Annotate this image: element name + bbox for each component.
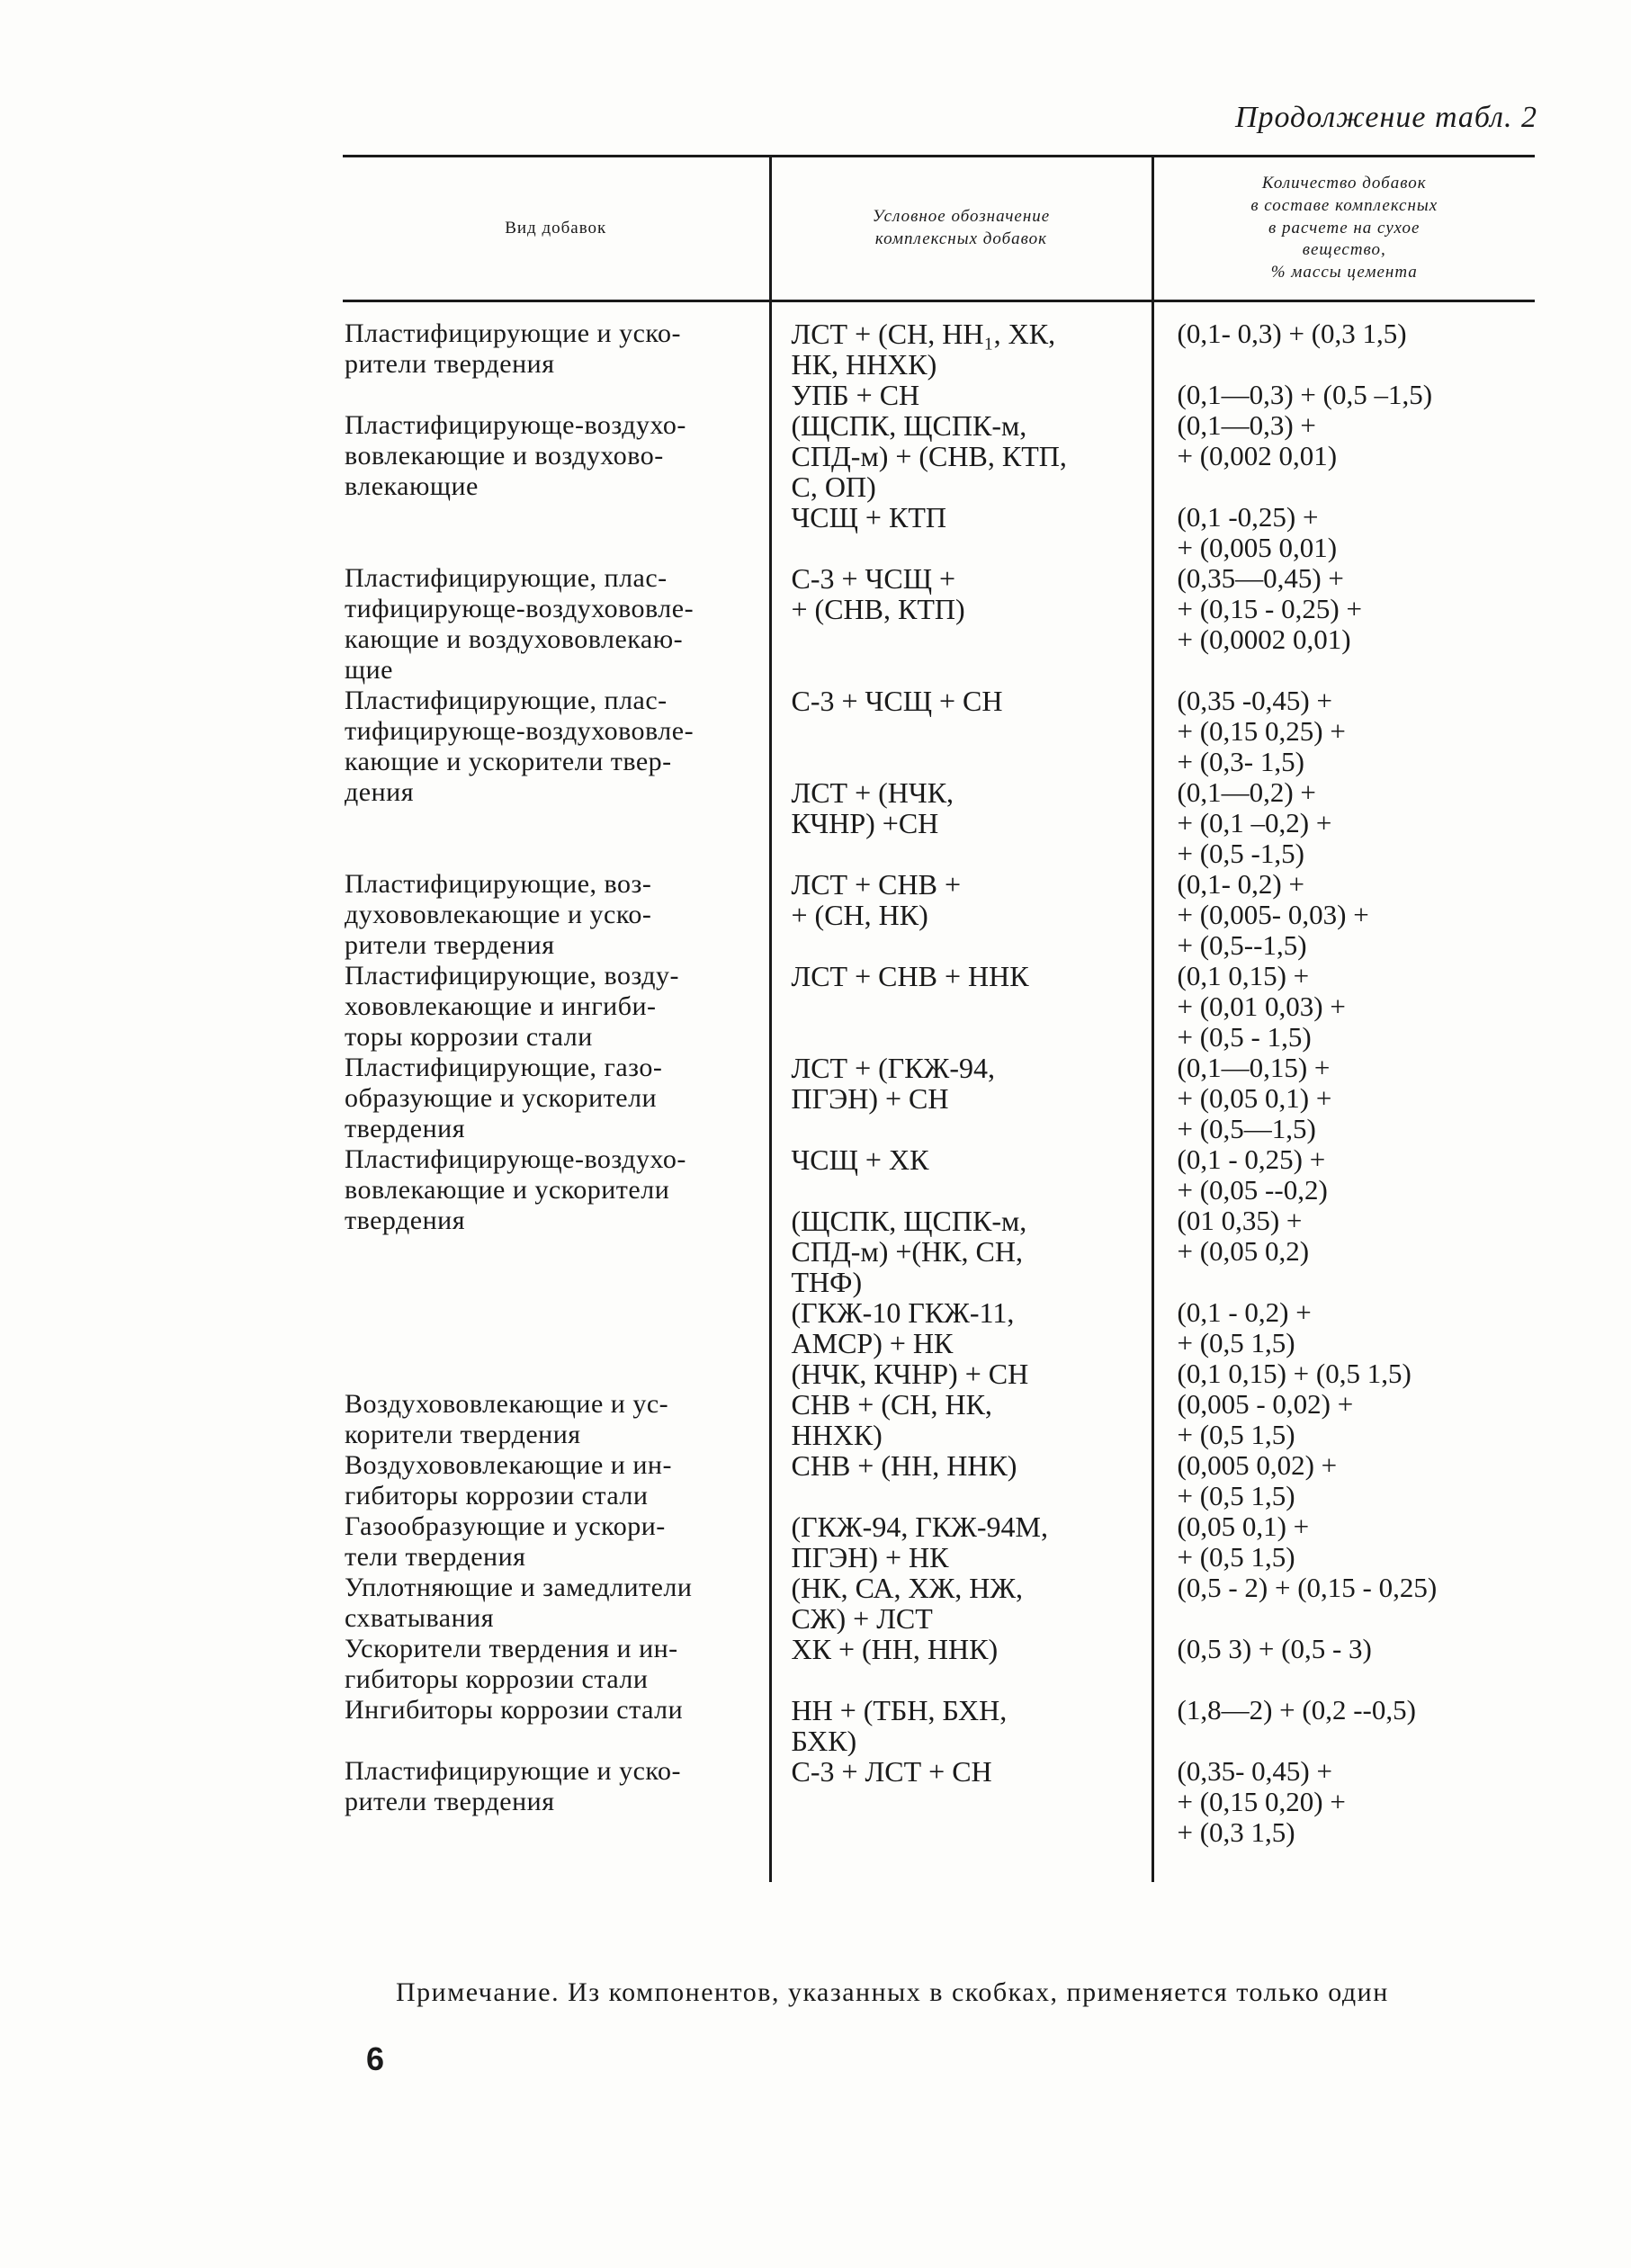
cell-amount: (0,5 3) + (0,5 - 3)	[1152, 1634, 1535, 1695]
table-row	[343, 1695, 1535, 1756]
cell-amount: (0,1—0,15) + + (0,05 0,1) + + (0,5—1,5)	[1152, 1053, 1535, 1144]
table-row	[343, 961, 1535, 1053]
table-row	[343, 1634, 1535, 1695]
table-row	[343, 686, 1535, 869]
table-row	[343, 301, 1535, 564]
table-row	[343, 1511, 1535, 1573]
cell-type: Пластифицирующие и уско- рители твердения Пластифицирующе-воздухо- вовлекающие и воздухово- влекающие	[345, 318, 686, 501]
cell-type: Пластифицирующие и уско- рители твердения	[345, 1756, 681, 1816]
cell-designation: НН + (ТБН, БХН, БХК)	[770, 1695, 1152, 1756]
cell-type: Пластифицирующие, плас- тифицирующе-воздухововле- кающие и ускорители твер- дения	[345, 686, 695, 807]
cell-type: Газообразующие и ускори- тели твердения	[345, 1511, 666, 1572]
table-row	[343, 869, 1535, 961]
cell-type: Пластифицирующие, плас- тифицирующе-воздухововле- кающие и воздухововлекаю- щие	[345, 563, 695, 685]
table-row	[343, 563, 1535, 686]
table-row	[343, 1756, 1535, 1882]
cell-designation: СНВ + (СН, НК, ННХК)	[770, 1389, 1152, 1450]
cell-type: Пластифицирующе-воздухо- вовлекающие и ускорители твердения	[345, 1144, 686, 1235]
cell-amount: (0,1 - 0,25) + + (0,05 --0,2) (01 0,35) + + (0,05 0,2) (0,1 - 0,2) + + (0,5 1,5) (0,1 0,15) + (0,5 1,5)	[1152, 1144, 1535, 1389]
cell-amount: (0,05 0,1) + + (0,5 1,5)	[1152, 1511, 1535, 1573]
column-header-designation: Условное обозначение комплексных добавок	[770, 157, 1152, 301]
cell-amount: (0,1- 0,2) + + (0,005- 0,03) + + (0,5--1,5)	[1152, 869, 1535, 961]
cell-amount: (0,005 0,02) + + (0,5 1,5)	[1152, 1450, 1535, 1511]
table-continuation-caption: Продолжение табл. 2	[1234, 101, 1537, 134]
cell-designation: ХК + (НН, ННК)	[770, 1634, 1152, 1695]
column-header-type: Вид добавок	[505, 218, 607, 238]
page-number: 6	[366, 2040, 385, 2077]
cell-type: Ускорители твердения и ин- гибиторы коррозии стали	[345, 1634, 678, 1694]
column-header-amount: Количество добавок в составе комплексных в расчете на сухое вещество, % массы цемента	[1152, 157, 1535, 301]
cell-amount: (0,35—0,45) + + (0,15 - 0,25) + + (0,0002 0,01)	[1152, 563, 1535, 686]
cell-designation: С-3 + ЛСТ + СН	[770, 1756, 1152, 1882]
cell-type: Уплотняющие и замедлители схватывания	[345, 1573, 693, 1633]
cell-designation: ЧСЩ + ХК (ЩСПК, ЩСПК-м, СПД-м) +(НК, СН, ТНФ) (ГКЖ-10 ГКЖ-11, АМСР) + НК (НЧК, КЧНР) + СН	[770, 1144, 1152, 1389]
cell-type: Пластифицирующие, воз- духововлекающие и уско- рители твердения	[345, 869, 652, 960]
cell-type: Воздухововлекающие и ус- корители твердения	[345, 1389, 669, 1449]
cell-amount: (0,1 0,15) + + (0,01 0,03) + + (0,5 - 1,5)	[1152, 961, 1535, 1053]
cell-amount: (0,35 -0,45) + + (0,15 0,25) + + (0,3- 1,5) (0,1—0,2) + + (0,1 –0,2) + + (0,5 -1,5)	[1152, 686, 1535, 869]
table-row	[343, 1053, 1535, 1144]
cell-designation: (ГКЖ-94, ГКЖ-94М, ПГЭН) + НК	[770, 1511, 1152, 1573]
cell-amount: (0,1- 0,3) + (0,3 1,5) (0,1—0,3) + (0,5 –1,5) (0,1—0,3) + + (0,002 0,01) (0,1 -0,25) + + (0,005 0,01)	[1152, 301, 1535, 564]
cell-amount: (0,005 - 0,02) + + (0,5 1,5)	[1152, 1389, 1535, 1450]
cell-designation: ЛСТ + (СН, НН₁, ХК, НК, ННХК) УПБ + СН (ЩСПК, ЩСПК-м, СПД-м) + (СНВ, КТП, С, ОП) ЧСЩ + КТП	[770, 301, 1152, 564]
table-row	[343, 1389, 1535, 1450]
additives-table	[343, 155, 1535, 1882]
cell-designation: С-3 + ЧСЩ + + (СНВ, КТП)	[770, 563, 1152, 686]
additives-table-container	[343, 155, 1535, 1882]
table-body	[343, 301, 1535, 1883]
cell-designation: С-3 + ЧСЩ + СН ЛСТ + (НЧК, КЧНР) +СН	[770, 686, 1152, 869]
table-row	[343, 1144, 1535, 1389]
cell-designation: ЛСТ + СНВ + + (СН, НК)	[770, 869, 1152, 961]
cell-type: Пластифицирующие, возду- хововлекающие и ингиби- торы коррозии стали	[345, 961, 680, 1052]
cell-type: Воздухововлекающие и ин- гибиторы коррозии стали	[345, 1450, 672, 1511]
cell-designation: (НК, СА, ХЖ, НЖ, СЖ) + ЛСТ	[770, 1573, 1152, 1634]
table-row	[343, 1450, 1535, 1511]
cell-designation: СНВ + (НН, ННК)	[770, 1450, 1152, 1511]
cell-amount: (0,35- 0,45) + + (0,15 0,20) + + (0,3 1,5)	[1152, 1756, 1535, 1882]
cell-designation: ЛСТ + СНВ + ННК	[770, 961, 1152, 1053]
table-row	[343, 1573, 1535, 1634]
table-header	[343, 157, 1535, 301]
cell-type: Пластифицирующие, газо- образующие и ускорители твердения	[345, 1053, 663, 1143]
cell-type: Ингибиторы коррозии стали	[345, 1695, 684, 1725]
cell-amount: (0,5 - 2) + (0,15 - 0,25)	[1152, 1573, 1535, 1634]
table-footnote: Примечание. Из компонентов, указанных в скобках, применяется только один	[396, 1977, 1389, 2007]
cell-amount: (1,8—2) + (0,2 --0,5)	[1152, 1695, 1535, 1756]
cell-designation: ЛСТ + (ГКЖ-94, ПГЭН) + СН	[770, 1053, 1152, 1144]
